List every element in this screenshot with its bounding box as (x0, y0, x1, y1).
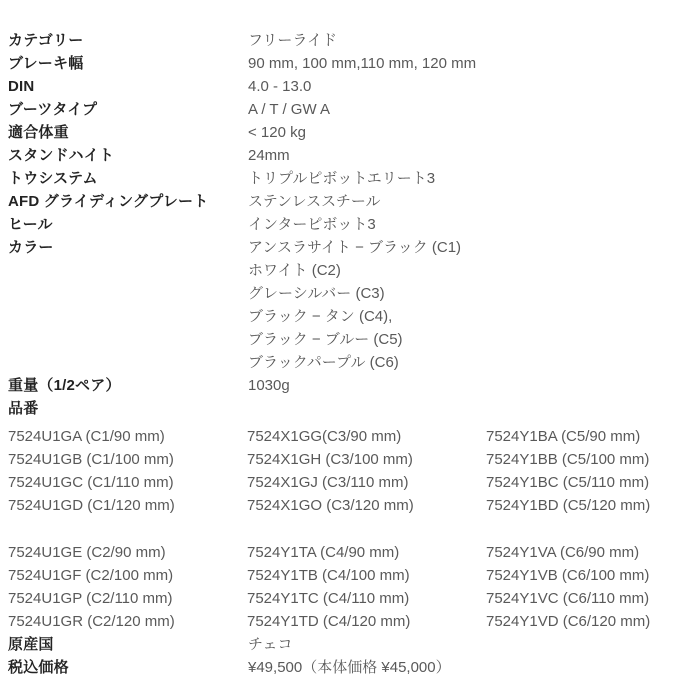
spec-row-afd-plate (8, 190, 696, 213)
color-option: ブラック − タン (C4), (248, 308, 393, 325)
spec-value: ¥49,500（本体価格 ¥45,000） (248, 659, 451, 676)
spec-row-origin (8, 633, 696, 656)
part-number: 7524U1GD (C1/120 mm) (8, 497, 175, 514)
spec-label: カラー (8, 239, 54, 256)
color-option: ホワイト (C2) (248, 262, 341, 279)
spec-label: カテゴリー (8, 32, 84, 49)
spec-value: チェコ (248, 636, 293, 653)
color-option: アンスラサイト − ブラック (C1) (248, 239, 462, 256)
spec-row-category (8, 29, 696, 52)
spec-row-din (8, 75, 696, 98)
spec-label: スタンドハイト (8, 147, 115, 164)
part-number: 7524Y1VC (C6/110 mm) (486, 590, 650, 607)
part-numbers-block-1 (8, 425, 696, 517)
part-number: 7524Y1VD (C6/120 mm) (486, 613, 651, 630)
spec-value: インターピボット3 (248, 216, 376, 233)
spec-value: トリプルピボットエリート3 (248, 170, 436, 187)
color-options-list (248, 236, 461, 374)
spec-label: DIN (8, 78, 35, 95)
part-number: 7524X1GG(C3/90 mm) (247, 428, 402, 445)
part-number-row (8, 494, 696, 517)
part-number: 7524U1GE (C2/90 mm) (8, 544, 166, 561)
spec-value: 4.0 - 13.0 (248, 78, 312, 95)
spec-value: A / T / GW A (248, 101, 330, 118)
part-number: 7524Y1TD (C4/120 mm) (247, 613, 411, 630)
part-number-row (8, 448, 696, 471)
spec-value: < 120 kg (248, 124, 306, 141)
part-number: 7524Y1BD (C5/120 mm) (486, 497, 651, 514)
spec-row-stand-height (8, 144, 696, 167)
part-number: 7524U1GF (C2/100 mm) (8, 567, 174, 584)
part-numbers-block-2 (8, 541, 696, 633)
part-number: 7524X1GH (C3/100 mm) (247, 451, 413, 468)
spec-value: 24mm (248, 147, 290, 164)
spec-row-weight-limit (8, 121, 696, 144)
color-option: グレーシルバー (C3) (248, 285, 385, 302)
spec-row-toe-system (8, 167, 696, 190)
part-number-row (8, 425, 696, 448)
block-gap (8, 517, 696, 541)
spec-label: 税込価格 (8, 659, 69, 676)
part-number: 7524Y1TB (C4/100 mm) (247, 567, 410, 584)
spec-row-heel (8, 213, 696, 236)
spec-row-brake-width (8, 52, 696, 75)
spec-value: 1030g (248, 377, 290, 394)
color-option: ブラック − ブルー (C5) (248, 331, 403, 348)
color-option: ブラックパープル (C6) (248, 354, 399, 371)
part-number-row (8, 541, 696, 564)
part-number: 7524U1GR (C2/120 mm) (8, 613, 175, 630)
part-number: 7524Y1BA (C5/90 mm) (486, 428, 641, 445)
spec-label: 適合体重 (8, 124, 69, 141)
spec-label: 原産国 (8, 636, 54, 653)
spec-label: AFD グライディングプレート (8, 193, 209, 210)
part-numbers-header: 品番 (8, 400, 39, 417)
part-number-row (8, 610, 696, 633)
spec-row-weight (8, 374, 696, 397)
spec-row-colors (8, 236, 696, 374)
part-number-row (8, 587, 696, 610)
part-number: 7524U1GB (C1/100 mm) (8, 451, 174, 468)
part-number: 7524Y1TA (C4/90 mm) (247, 544, 400, 561)
spec-value: フリーライド (248, 32, 337, 49)
spec-label: ブレーキ幅 (8, 55, 84, 72)
part-number: 7524Y1VB (C6/100 mm) (486, 567, 650, 584)
spec-value: ステンレススチール (248, 193, 381, 210)
part-number: 7524U1GC (C1/110 mm) (8, 474, 174, 491)
spec-label: ヒール (8, 216, 53, 233)
spec-label: 重量（1/2ペア） (8, 377, 121, 394)
part-number: 7524U1GP (C2/110 mm) (8, 590, 173, 607)
part-number: 7524X1GJ (C3/110 mm) (247, 474, 409, 491)
part-number-row (8, 471, 696, 494)
part-number: 7524Y1VA (C6/90 mm) (486, 544, 640, 561)
spec-row-price (8, 656, 696, 679)
spec-row-boot-type (8, 98, 696, 121)
part-numbers-header-row (8, 397, 696, 420)
part-number: 7524X1GO (C3/120 mm) (247, 497, 414, 514)
part-number: 7524Y1BC (C5/110 mm) (486, 474, 650, 491)
part-number: 7524U1GA (C1/90 mm) (8, 428, 165, 445)
spec-label: トウシステム (8, 170, 98, 187)
part-number-row (8, 564, 696, 587)
spec-value: 90 mm, 100 mm,110 mm, 120 mm (248, 55, 477, 72)
part-number: 7524Y1BB (C5/100 mm) (486, 451, 650, 468)
part-number: 7524Y1TC (C4/110 mm) (247, 590, 410, 607)
spec-label: ブーツタイプ (8, 101, 98, 118)
